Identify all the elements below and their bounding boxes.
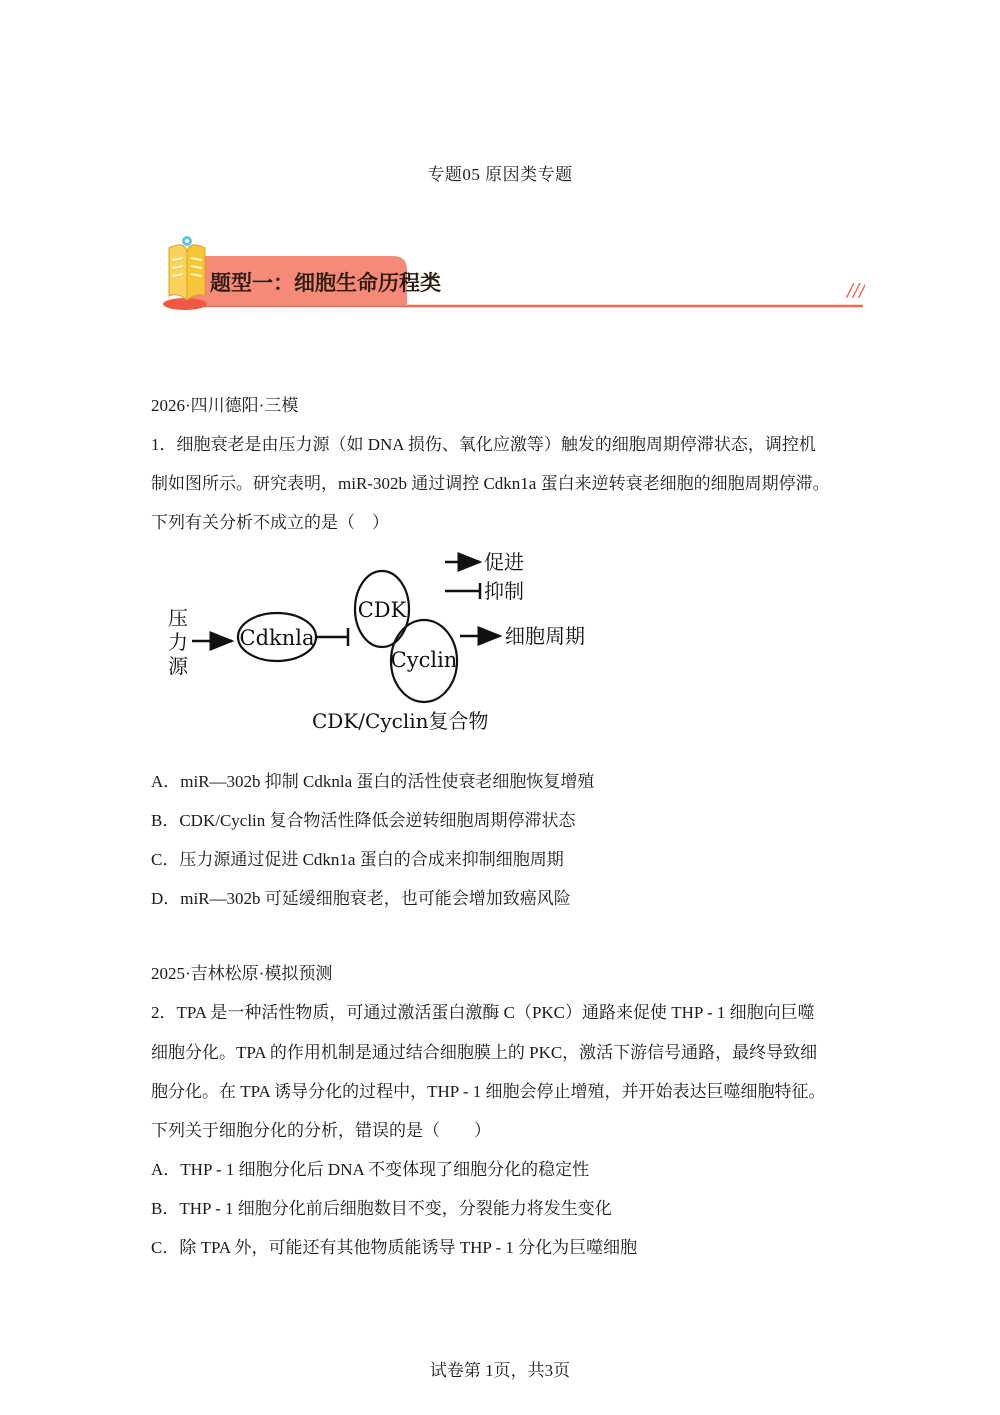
question-1-stem-line: 制如图所示。研究表明，miR-302b 通过调控 Cdkn1a 蛋白来逆转衰老细胞的细胞周期停滞。: [151, 474, 830, 493]
complex-label: CDK/Cyclin复合物: [312, 709, 489, 733]
question-1-option-a: A．miR—302b 抑制 Cdknla 蛋白的活性使衰老细胞恢复增殖: [151, 772, 595, 791]
cell-cycle-label: 细胞周期: [505, 624, 585, 648]
question-2-source: 2025·吉林松原·模拟预测: [151, 964, 333, 983]
legend-promote-label: 促进: [484, 550, 524, 574]
question-1-option-d: D．miR—302b 可延缓细胞衰老，也可能会增加致癌风险: [151, 889, 571, 908]
question-1-stem-line: 下列有关分析不成立的是（ ）: [151, 513, 389, 532]
cdk-label: CDK: [357, 598, 407, 622]
question-2-stem-line: 下列关于细胞分化的分析，错误的是（ ）: [151, 1121, 491, 1140]
banner-label: 题型一：细胞生命历程类: [210, 271, 441, 295]
stress-source-char: 源: [168, 654, 188, 678]
question-1-source: 2026·四川德阳·三模: [151, 396, 299, 415]
question-1-stem-line: 1．细胞衰老是由压力源（如 DNA 损伤、氧化应激等）触发的细胞周期停滞状态，调控机: [151, 435, 816, 454]
banner-decoration: ///: [847, 280, 865, 301]
legend-inhibit: [445, 579, 524, 603]
cdknla-label: Cdknla: [239, 626, 315, 650]
question-2-stem-line: 细胞分化。TPA 的作用机制是通过结合细胞膜上的 PKC，激活下游信号通路，最终导致细: [151, 1043, 818, 1062]
cyclin-label: Cyclin: [390, 648, 458, 672]
question-1-option-c: C．压力源通过促进 Cdkn1a 蛋白的合成来抑制细胞周期: [151, 850, 564, 869]
question-2-option-b: B．THP - 1 细胞分化前后细胞数目不变，分裂能力将发生变化: [151, 1199, 612, 1218]
stress-source-char: 压: [168, 606, 188, 630]
cell-cycle-diagram: [150, 545, 610, 740]
banner-graphic: [163, 234, 865, 310]
legend-promote: [445, 550, 524, 574]
page-footer: 试卷第 1页，共3页: [429, 1361, 571, 1380]
question-1-option-b: B．CDK/Cyclin 复合物活性降低会逆转细胞周期停滞状态: [151, 811, 576, 830]
legend-inhibit-label: 抑制: [484, 579, 524, 603]
stress-source-char: 力: [168, 630, 188, 654]
page-title: 专题05 原因类专题: [427, 165, 573, 184]
section-banner: [163, 234, 865, 310]
question-2-option-c: C．除 TPA 外，可能还有其他物质能诱导 THP - 1 分化为巨噬细胞: [151, 1238, 638, 1257]
question-2-stem-line: 2．TPA 是一种活性物质，可通过激活蛋白激酶 C（PKC）通路来促使 THP - 1 细胞向巨噬: [151, 1003, 815, 1022]
question-2-stem-line: 胞分化。在 TPA 诱导分化的过程中，THP - 1 细胞会停止增殖，并开始表达巨噬细胞特征。: [151, 1082, 826, 1101]
question-2-option-a: A．THP - 1 细胞分化后 DNA 不变体现了细胞分化的稳定性: [151, 1160, 590, 1179]
